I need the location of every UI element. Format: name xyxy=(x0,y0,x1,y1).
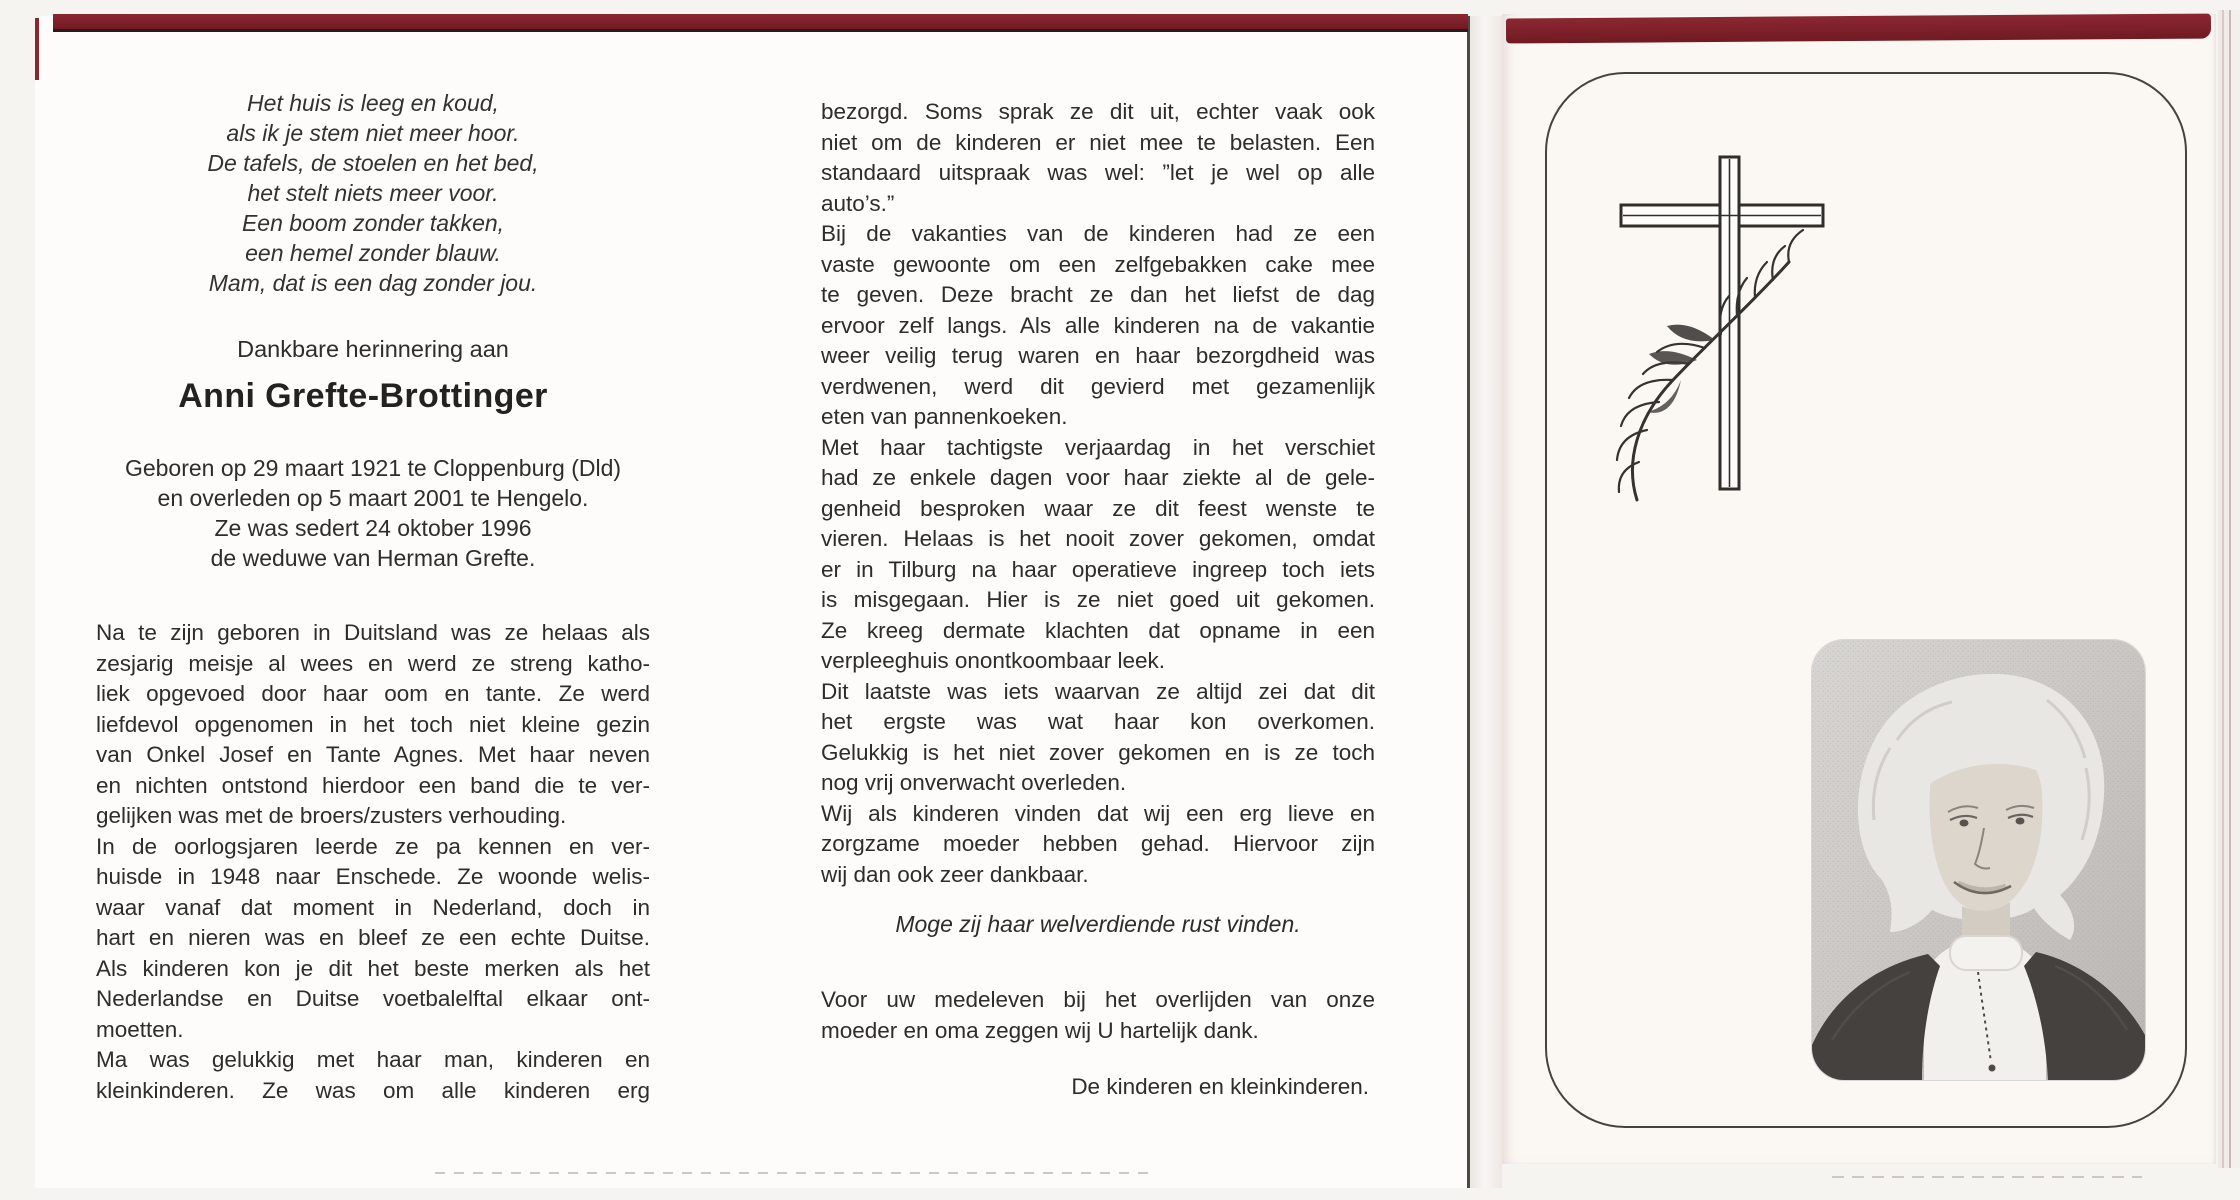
scan-edge-shadow xyxy=(2218,10,2240,1168)
birth-death-details: Geboren op 29 maart 1921 te Cloppenburg (Dld) en overleden op 5 maart 2001 te Hengelo. Ze was sedert 24 oktober 1996 de weduwe van Herman Grefte. xyxy=(124,455,622,571)
cross-and-wheat-icon xyxy=(1585,150,1845,505)
right-text-column xyxy=(821,16,1375,1188)
signature-line: De kinderen en kleinkinderen. xyxy=(1071,1074,1369,1099)
left-edge-red-mark xyxy=(35,18,39,80)
page-bottom-edge xyxy=(435,1172,1155,1174)
portrait-photo xyxy=(1812,640,2145,1080)
wheat-branch-icon xyxy=(1617,230,1803,500)
page-bottom-edge xyxy=(1832,1176,2142,1178)
right-page xyxy=(1502,14,2216,1164)
left-text-column xyxy=(96,16,650,1188)
blessing-line: Moge zij haar welverdiende rust vinden. xyxy=(895,911,1301,937)
latin-cross-icon xyxy=(1621,157,1823,489)
biography-column-2: bezorgd. Soms sprak ze dit uit, echter vaak ook niet om de kinderen er niet mee te belasten. Een standaard uitspraak was wel: ”let je wel op alle auto’s.” Bij de vakanties van de kinderen had ze een vaste gewoonte om een zelfgebakken cake mee te geven. Deze bracht ze dan het liefst de dag ervoor zelf langs. Als alle kinderen na de vakantie weer veilig terug waren en haar bezorgdheid was verdwenen, werd dit gevierd met gezamenlijk eten van pannenkoeken. Met haar tachtigste verjaardag in het verschiet had ze enkele dagen voor haar ziekte al de gele- genheid besproken waar ze dit feest wenste te vieren. Helaas is het nooit zover gekomen, omdat er in Tilburg na haar operatieve ingreep toch iets is misgegaan. Hier is ze niet goed uit gekomen. Ze kreeg dermate klachten dat opname in een verpleeghuis onontkoombaar leek. Dit laatste was iets waarvan ze altijd zei dat dit het ergste was wat haar kon overkomen. Gelukkig is het niet zover gekomen en is ze toch nog vrij onverwacht overleden. Wij als kinderen vinden dat wij een erg lieve en zorgzame moeder hebben gehad. Hiervoor zijn wij dan ook zeer dankbaar. xyxy=(821,99,1375,887)
page-gutter xyxy=(1470,16,1502,1188)
acknowledgement-text: Voor uw medeleven bij het overlijden van onze moeder en oma zeggen wij U hartelijk dank. xyxy=(821,987,1375,1043)
biography-column-1: Na te zijn geboren in Duitsland was ze helaas als zesjarig meisje al wees en werd ze streng katho- liek opgevoed door haar oom en tante. Ze werd liefdevol opgenomen in het toch niet kleine gezin van Onkel Josef en Tante Agnes. Met haar neven en nichten ontstond hierdoor een band die te ver- gelijken was met de broers/zusters verhouding. In de oorlogsjaren leerde ze pa kennen en ver- huisde in 1948 naar Enschede. Ze woonde welis- waar vanaf dat moment in Nederland, doch in hart en nieren was en bleef ze een echte Duitse. Als kinderen kon je dit het beste merken als het Nederlandse en Duitse voetbalelftal elkaar ont- moetten. Ma was gelukkig met haar man, kinderen en kleinkinderen. Ze was om alle kinderen erg xyxy=(96,620,650,1103)
memorial-poem: Het huis is leeg en koud, als ik je stem niet meer hoor. De tafels, de stoelen en het bed, het stelt niets meer voor. Een boom zonder takken, een hemel zonder blauw. Mam, dat is een dag zonder jou. xyxy=(207,90,539,296)
left-page xyxy=(35,16,1470,1188)
deceased-name: Anni Grefte-Brottinger xyxy=(178,377,548,415)
dedication-line: Dankbare herinnering aan xyxy=(237,336,509,362)
binding-band-right xyxy=(1506,14,2211,44)
